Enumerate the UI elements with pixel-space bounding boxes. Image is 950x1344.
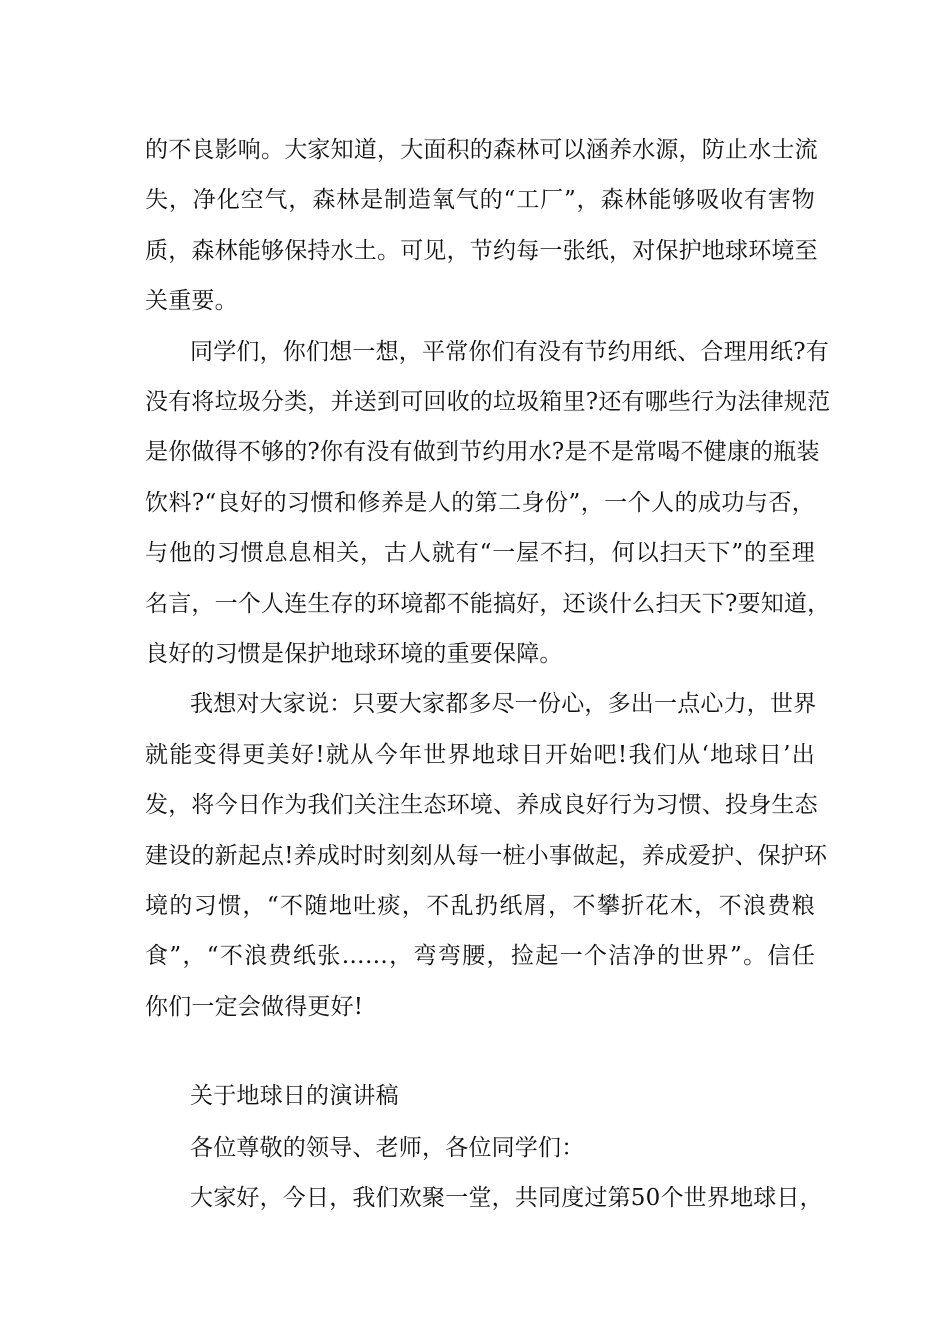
speech-title: 关于地球日的演讲稿 <box>190 1083 399 1109</box>
paragraph2-line-6: 名言，一个人连生存的环境都不能搞好，还谈什么扫天下?要知道， <box>145 591 831 617</box>
paragraph2-line-1: 同学们，你们想一想，平常你们有没有节约用纸、合理用纸?有 <box>190 339 829 365</box>
paragraph2-line-5: 与他的习惯息息相关，古人就有“一屋不扫，何以扫天下”的至理 <box>145 540 815 566</box>
paragraph1-line-1: 的不良影响。大家知道，大面积的森林可以涵养水源，防止水士流 <box>145 137 818 163</box>
paragraph1-line-4: 关重要。 <box>145 288 238 314</box>
opening-line: 大家好，今日，我们欢聚一堂，共同度过第50个世界地球日， <box>190 1185 823 1211</box>
paragraph1-line-3: 质，森林能够保持水土。可见，节约每一张纸，对保护地球环境至 <box>145 238 818 264</box>
paragraph3-line-7: 你们一定会做得更好! <box>145 994 364 1020</box>
paragraph2-line-3: 是你做得不够的?你有没有做到节约用水?是不是常喝不健康的瓶装 <box>145 439 820 465</box>
paragraph3-line-6: 食”，“不浪费纸张……，弯弯腰，捡起一个洁净的世界”。信任 <box>145 943 815 969</box>
paragraph3-line-4: 建设的新起点!养成时时刻刻从每一桩小事做起，养成爱护、保护环 <box>145 843 828 869</box>
salutation: 各位尊敬的领导、老师，各位同学们： <box>190 1135 585 1161</box>
paragraph3-line-5: 境的习惯，“不随地吐痰，不乱扔纸屑，不攀折花木，不浪费粮 <box>145 893 815 919</box>
paragraph3-line-1: 我想对大家说：只要大家都多尽一份心，多出一点心力，世界 <box>190 691 817 717</box>
paragraph1-line-2: 失，净化空气，森林是制造氧气的“工厂”，森林能够吸收有害物 <box>145 187 815 213</box>
paragraph3-line-2: 就能变得更美好!就从今年世界地球日开始吧!我们从‘地球日’出 <box>145 742 815 768</box>
paragraph2-line-7: 良好的习惯是保护地球环境的重要保障。 <box>145 641 563 667</box>
paragraph2-line-2: 没有将垃圾分类，并送到可回收的垃圾箱里?还有哪些行为法律规范 <box>145 389 831 415</box>
paragraph3-line-3: 发，将今日作为我们关注生态环境、养成良好行为习惯、投身生态 <box>145 792 818 818</box>
paragraph2-line-4: 饮料?“良好的习惯和修养是人的第二身份”，一个人的成功与否， <box>145 490 815 516</box>
